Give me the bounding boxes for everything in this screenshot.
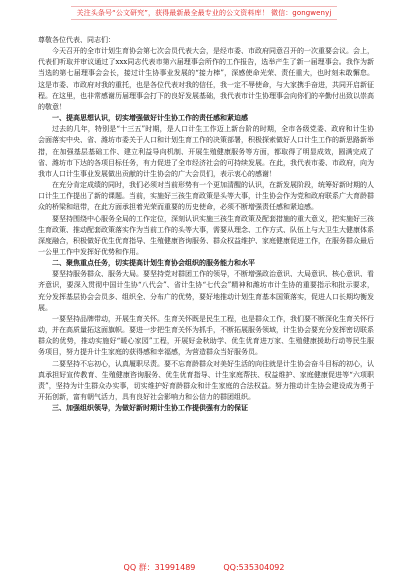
paragraph: 要坚持服务群众、服务大局。要坚持党对群团工作的领导，不断增强政治意识、大局意识、核心意识、看齐意识，要深入贯彻中国计生协“八代会”、省计生协“七代会”精神和潍坊市计生协的重要指示和批示要求，充分发挥基层协会会员多、组织全、分布广的优势，要好地推动计划生育基本国策落实，促进人口长期均衡发展。	[38, 270, 374, 312]
header-banner	[0, 0, 408, 26]
section-heading: 一、提高思想认识，切实增强做好计生协工作的责任感和紧迫感	[52, 114, 248, 123]
footer-contact	[0, 559, 408, 575]
paragraph: 二要坚持不忘初心，认真履职尽责。要不忘育龄群众对美好生活的向往就是计生协会奋斗目标的初心，认真承担好宣传教育、生殖健康咨询服务、优生优育指导、计生家庭帮扶、权益维护、家庭健康促进等“六项职责”，坚持为计生群众办实事，切实维护好育龄群众和计生家庭的合法权益。努力推动计生协会建设成为勇于开拓创新，富有朝气活力，具有良好社会影响力和公信力的群团组织。	[38, 359, 374, 401]
footer-qq: QQ:535304092	[223, 562, 285, 572]
section-heading: 二、聚焦重点任务，切实提高计划生育协会组织的服务能力和水平	[52, 259, 255, 268]
banner-text: 关注头条号“公文研究”，获得最新最全最专业的公文资料库！ 微信：gongwenyj	[71, 6, 338, 20]
paragraph: 在充分肯定成绩的同时，我们必须对当前形势有一个更加清醒的认识，在新发展阶段，统筹好新时期的人口计生工作提出了新的课题。当前，实施好三孩生育政策是头等大事，计生协会作为党和政府联系广大育龄群众的桥梁和纽带，在此方面承担着光荣而重要的历史使命，必须不断增强责任感和紧迫感。	[38, 181, 374, 212]
salutation: 尊敬各位代表、同志们：	[38, 36, 115, 44]
paragraph: 今天召开的全市计划生育协会第七次会员代表大会，是经市委、市政府同意召开的一次重要会议。会上，代表们听取并审议通过了xxx同志代表市第六届理事会所作的工作报告，选举产生了新一届理事会。我作为新当选的第七届理事会会长，接过计生协事业发展的“接力棒”，深感使命光荣、责任重大，也时刻未敢懈怠。这是市委、市政府对我的重托，也是各位代表对我的信任，我一定不辱使命，与大家携手奋进，共同开启新征程。在这里，也非常感谢历届理事会打下的良好发展基础，我代表市计生协理事会向你们的辛勤付出致以崇高的敬意！	[38, 47, 374, 111]
footer-qq-group: QQ 群：31991489	[123, 562, 196, 572]
document-body	[38, 35, 374, 555]
section-heading: 三、加强组织领导，为做好新时期计生协工作提供强有力的保证	[52, 404, 248, 413]
paragraph: 要坚持围绕中心服务全局的工作定位，深刻认识实施三孩生育政策及配套措施的重大意义，把实施好三孩生育政策、推动配套政策落实作为当前工作的头等大事，需要从理念、工作方式、队伍上与大卫生大健康体系深度融合，积极做好优生优育指导、生殖健康咨询服务、群众权益维护、家庭健康促进工作，在服务群众最后一公里工作中发挥好优势和作用。	[38, 214, 374, 256]
paragraph: 一要坚持品牌带动，开展生育关怀。生育关怀既是民生工程，也是群众工作，我们要不断深化生育关怀行动，并在高质量拓这面旗帜。要进一步把生育关怀为抓手，不断拓展服务领域，计生协会要充分发挥密切联系群众的优势，推动实施好“暖心家园”工程，开展好金秋助学、优生优育进万家、生殖健康援助行动等民生服务项目，努力提升计生家庭的获得感和幸福感，为营造群众当好服务员。	[38, 314, 374, 357]
paragraph: 过去的几年，特别是“十三五”时期，是人口计生工作迈上新台阶的时期，全市各级党委、政府和计生协会面落实中央、省、潍坊市委关于人口和计划生育工作的决策部署，积极探索做好人口计生工作的新思路新举措，在加强基层基础工作、建立利益导向机制、开展生殖健康服务等方面，都取得了明显成效，圆满完成了省、潍坊市下达的各项目标任务，有力促进了全市经济社会的可持续发展。在此，我代表市委、市政府，向为我市人口计生事业发展做出贡献的计生协会的广大会员们，表示衷心的感谢！	[38, 125, 374, 178]
